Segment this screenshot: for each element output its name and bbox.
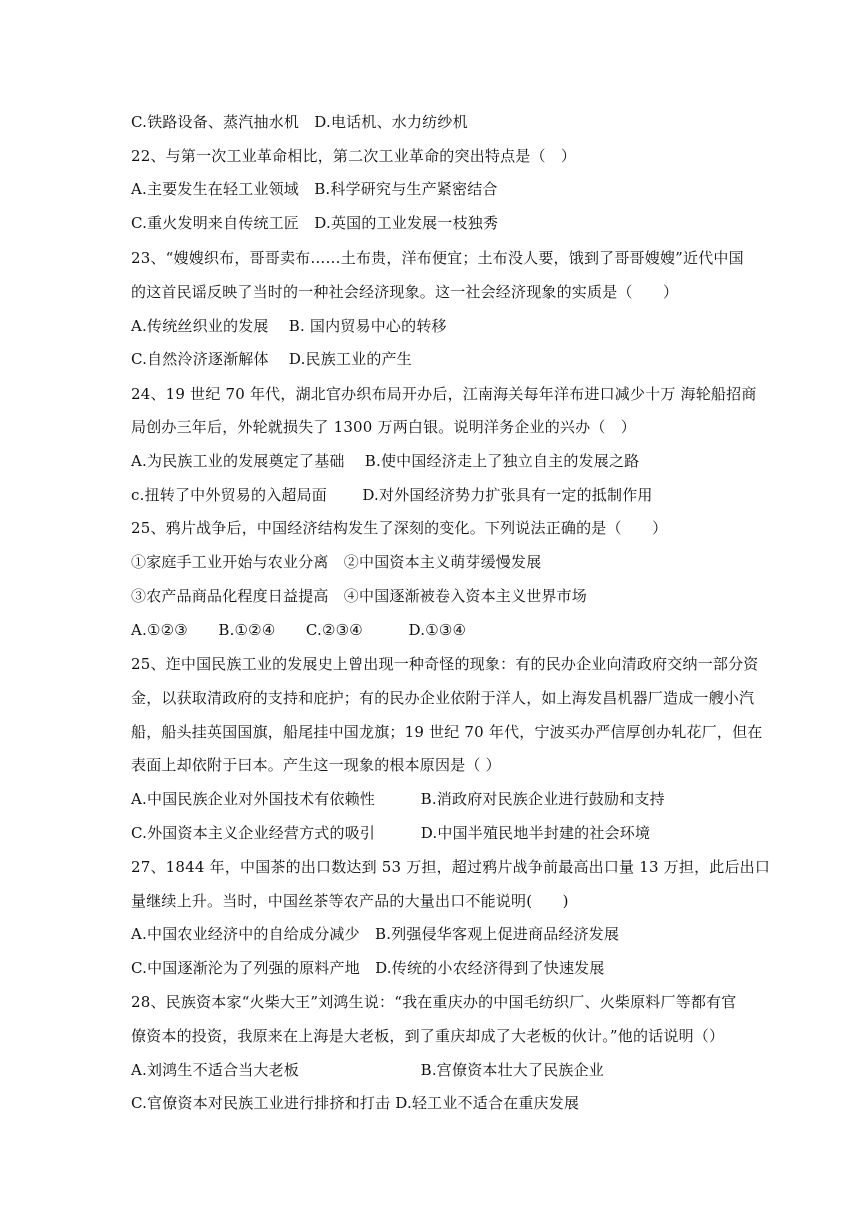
question-28-stem-line-2: 僚资本的投资，我原来在上海是大老板，到了重庆却成了大老板的伙计。”他的话说明（） xyxy=(131,1027,725,1045)
question-28-options-ab: A.刘鸿生不适合当大老板 B.宫僚资本壮大了民族企业 xyxy=(131,1061,604,1079)
question-25-options: A.①②③ B.①②④ C.②③④ D.①③④ xyxy=(131,621,467,639)
question-27-options-cd: C.中国逐渐沦为了列强的原料产地 D.传统的小农经济得到了快速发展 xyxy=(131,959,605,977)
question-23-options-cd: C.自然泠济逐渐解体 D.民族工业的产生 xyxy=(131,350,412,368)
question-27-options-ab: A.中国农业经济中的自给成分减少 B.列强侵华客观上促进商品经济发展 xyxy=(131,925,620,943)
question-24-stem-line-1: 24、19 世纪 70 年代，湖北官办织布局开办后，江南海关每年洋布进口减少十万 海轮船招商 xyxy=(131,385,757,403)
question-26-stem-line-1: 25、迮中国民族工业的发展史上曾出现一种奇怪的现象：有的民办企业向清政府交纳一部分资 xyxy=(131,655,759,673)
question-25-statements-1-2: ①家庭手工业开始与农业分离 ②中国资本主义萌芽缓慢发展 xyxy=(131,553,542,571)
question-23-options-ab: A.传统丝织业的发展 B. 国内贸易中心的转移 xyxy=(131,317,447,335)
question-24-options-cd: c.扭转了中外贸易的入超局面 D.对外国经济势力扩张具有一定的抵制作用 xyxy=(131,486,653,504)
question-24-stem-line-2: 局创办三年后，外轮就损失了 1300 万两白银。说明洋务企业的兴办（ ） xyxy=(131,418,636,436)
question-28-stem-line-1: 28、民族资本家“火柴大王”刘鸿生说：“我在重庆办的中国毛纺织厂、火柴原料厂等都有官 xyxy=(131,993,737,1011)
question-26-stem-line-4: 表面上却依附于曰本。产生这一现象的根本原因是（ ） xyxy=(131,756,501,774)
question-26-options-ab: A.中国民族企业对外国技术有依赖性 B.消政府对民族企业进行鼓励和支持 xyxy=(131,790,665,808)
question-26-options-cd: C.外国资本主义企业经营方式的吸引 D.中国半殖民地半封建的社会环境 xyxy=(131,824,651,842)
question-26-stem-line-3: 船，船头挂英国国旗，船尾挂中国龙旗；19 世纪 70 年代，宁波买办严信厚创办轧花厂，但在 xyxy=(131,723,763,741)
question-22-options-cd: C.重火发明来自传统工匠 D.英国的工业发展一枝独秀 xyxy=(131,214,499,232)
question-27-stem-line-1: 27、1844 年，中国茶的出口数达到 53 万担，超过鸦片战争前最高出口量 13 万担，此后出口 xyxy=(131,858,771,876)
text-line: C.铁路设备、蒸汽抽水机 D.电话机、水力纺纱机 xyxy=(131,113,468,131)
question-24-options-ab: A.为民族工业的发展奠定了基础 B.使中国经济走上了独立自主的发展之路 xyxy=(131,452,640,470)
question-28-options-cd: C.官僚资本对民族工业进行排挤和打击 D.轻工业不适合在重庆发展 xyxy=(131,1094,580,1112)
question-22-options-ab: A.主要发生在轻工业领域 B.科学研究与生产紧密结合 xyxy=(131,180,498,198)
question-23-stem-line-1: 23、“嫂嫂织布，哥哥卖布……土布贵，洋布便宜；土布没人要，饿到了哥哥嫂嫂”近代中国 xyxy=(131,249,744,267)
question-27-stem-line-2: 量继续上升。当时，中国丝茶等农产品的大量出口不能说明( ) xyxy=(131,892,569,910)
question-25-statements-3-4: ③农产品商品化程度日益提高 ④中国逐渐被卷入资本主义世界市场 xyxy=(131,587,588,605)
question-26-stem-line-2: 金，以获取清政府的支持和庇护；有的民办企业依附于洋人，如上海发昌机器厂造成一艘小汽 xyxy=(131,689,755,707)
question-22-stem: 22、与第一次工业革命相比，第二次工业革命的突出特点是（ ） xyxy=(131,147,577,165)
question-23-stem-line-2: 的这首民谣反映了当时的一种社会经济现象。这一社会经济现象的实质是（ ） xyxy=(131,283,679,301)
question-25-stem: 25、鸦片战争后，中国经济结构发生了深刻的变化。下列说法正确的是（ ） xyxy=(131,519,668,537)
